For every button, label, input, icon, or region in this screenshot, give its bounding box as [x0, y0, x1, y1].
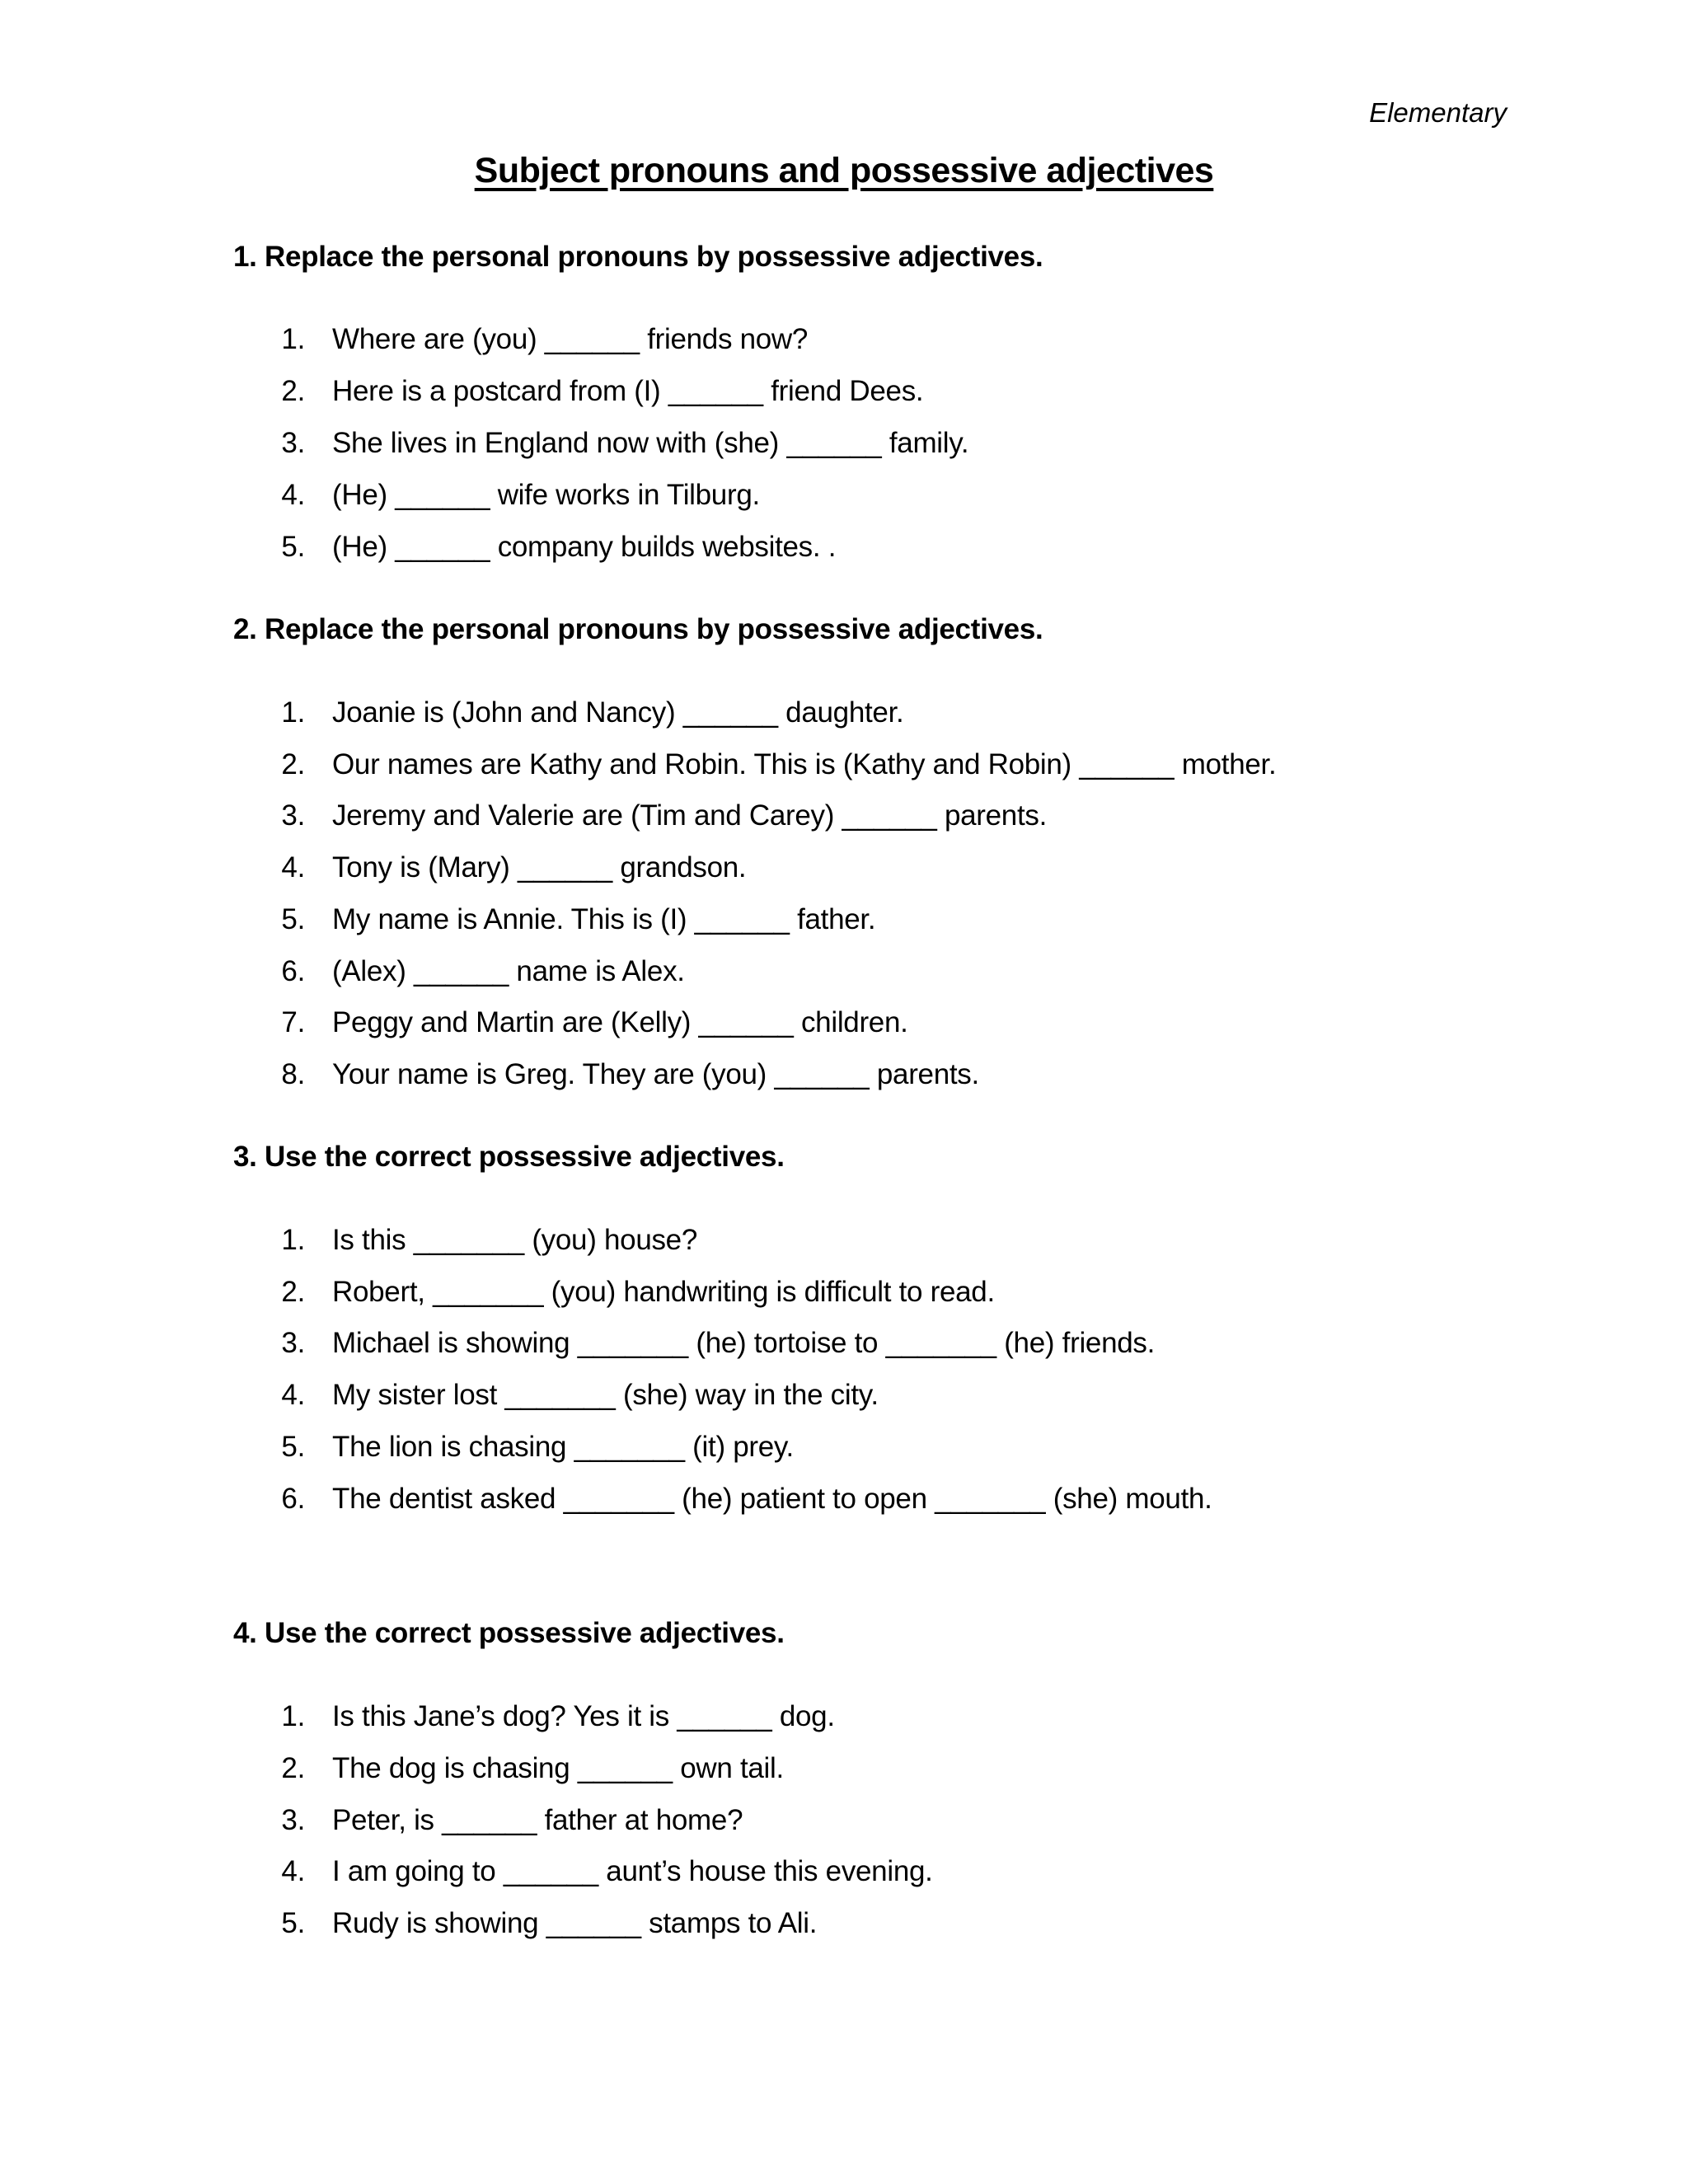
level-label: Elementary: [1369, 97, 1507, 128]
item-text: (He) ______ wife works in Tilburg.: [332, 479, 760, 511]
item-number: 4.: [281, 1379, 305, 1411]
item-text: Peter, is ______ father at home?: [332, 1804, 743, 1836]
item-text: Michael is showing _______ (he) tortoise to _______ (he) friends.: [332, 1327, 1156, 1359]
item-number: 4.: [281, 851, 305, 883]
item-text: (Alex) ______ name is Alex.: [332, 955, 685, 987]
item-text: The lion is chasing _______ (it) prey.: [332, 1431, 794, 1463]
item-text: Our names are Kathy and Robin. This is (Kathy and Robin) ______ mother.: [332, 748, 1277, 780]
item-number: 4.: [281, 1855, 305, 1887]
item-text: (He) ______ company builds websites. .: [332, 531, 837, 563]
item-number: 1.: [281, 1224, 305, 1256]
item-number: 3.: [281, 1804, 305, 1836]
item-number: 3.: [281, 427, 305, 459]
item-text: Jeremy and Valerie are (Tim and Carey) ______ parents.: [332, 799, 1048, 832]
item-number: 1.: [281, 323, 305, 355]
item-text: Peggy and Martin are (Kelly) ______ children.: [332, 1006, 908, 1038]
item-text: My sister lost _______ (she) way in the city.: [332, 1379, 879, 1411]
item-number: 2.: [281, 1752, 305, 1784]
section-3-heading: 3. Use the correct possessive adjectives.: [233, 1141, 785, 1173]
item-text: Is this _______ (you) house?: [332, 1224, 698, 1256]
item-number: 1.: [281, 696, 305, 729]
item-number: 7.: [281, 1006, 305, 1038]
item-number: 5.: [281, 531, 305, 563]
page-title: Subject pronouns and possessive adjectives: [474, 151, 1214, 190]
item-number: 2.: [281, 375, 305, 407]
item-text: Joanie is (John and Nancy) ______ daughter.: [332, 696, 904, 729]
item-number: 3.: [281, 1327, 305, 1359]
item-number: 2.: [281, 748, 305, 780]
item-text: Here is a postcard from (I) ______ friend Dees.: [332, 375, 924, 407]
item-number: 2.: [281, 1276, 305, 1308]
item-number: 4.: [281, 479, 305, 511]
item-text: I am going to ______ aunt’s house this evening.: [332, 1855, 933, 1887]
section-4-heading: 4. Use the correct possessive adjectives.: [233, 1617, 785, 1649]
section-2-heading: 2. Replace the personal pronouns by possessive adjectives.: [233, 613, 1043, 645]
item-number: 5.: [281, 1431, 305, 1463]
item-number: 6.: [281, 1483, 305, 1515]
item-text: Robert, _______ (you) handwriting is difficult to read.: [332, 1276, 995, 1308]
item-number: 5.: [281, 903, 305, 935]
item-number: 3.: [281, 799, 305, 832]
item-text: My name is Annie. This is (I) ______ father.: [332, 903, 876, 935]
item-text: The dentist asked _______ (he) patient to open _______ (she) mouth.: [332, 1483, 1212, 1515]
item-text: The dog is chasing ______ own tail.: [332, 1752, 784, 1784]
item-text: Is this Jane’s dog? Yes it is ______ dog.: [332, 1700, 835, 1732]
item-number: 1.: [281, 1700, 305, 1732]
item-text: She lives in England now with (she) ______ family.: [332, 427, 969, 459]
item-number: 6.: [281, 955, 305, 987]
item-number: 5.: [281, 1907, 305, 1939]
item-text: Your name is Greg. They are (you) ______ parents.: [332, 1058, 979, 1090]
section-1-heading: 1. Replace the personal pronouns by possessive adjectives.: [233, 241, 1043, 273]
item-text: Rudy is showing ______ stamps to Ali.: [332, 1907, 818, 1939]
item-number: 8.: [281, 1058, 305, 1090]
item-text: Where are (you) ______ friends now?: [332, 323, 809, 355]
item-text: Tony is (Mary) ______ grandson.: [332, 851, 747, 883]
